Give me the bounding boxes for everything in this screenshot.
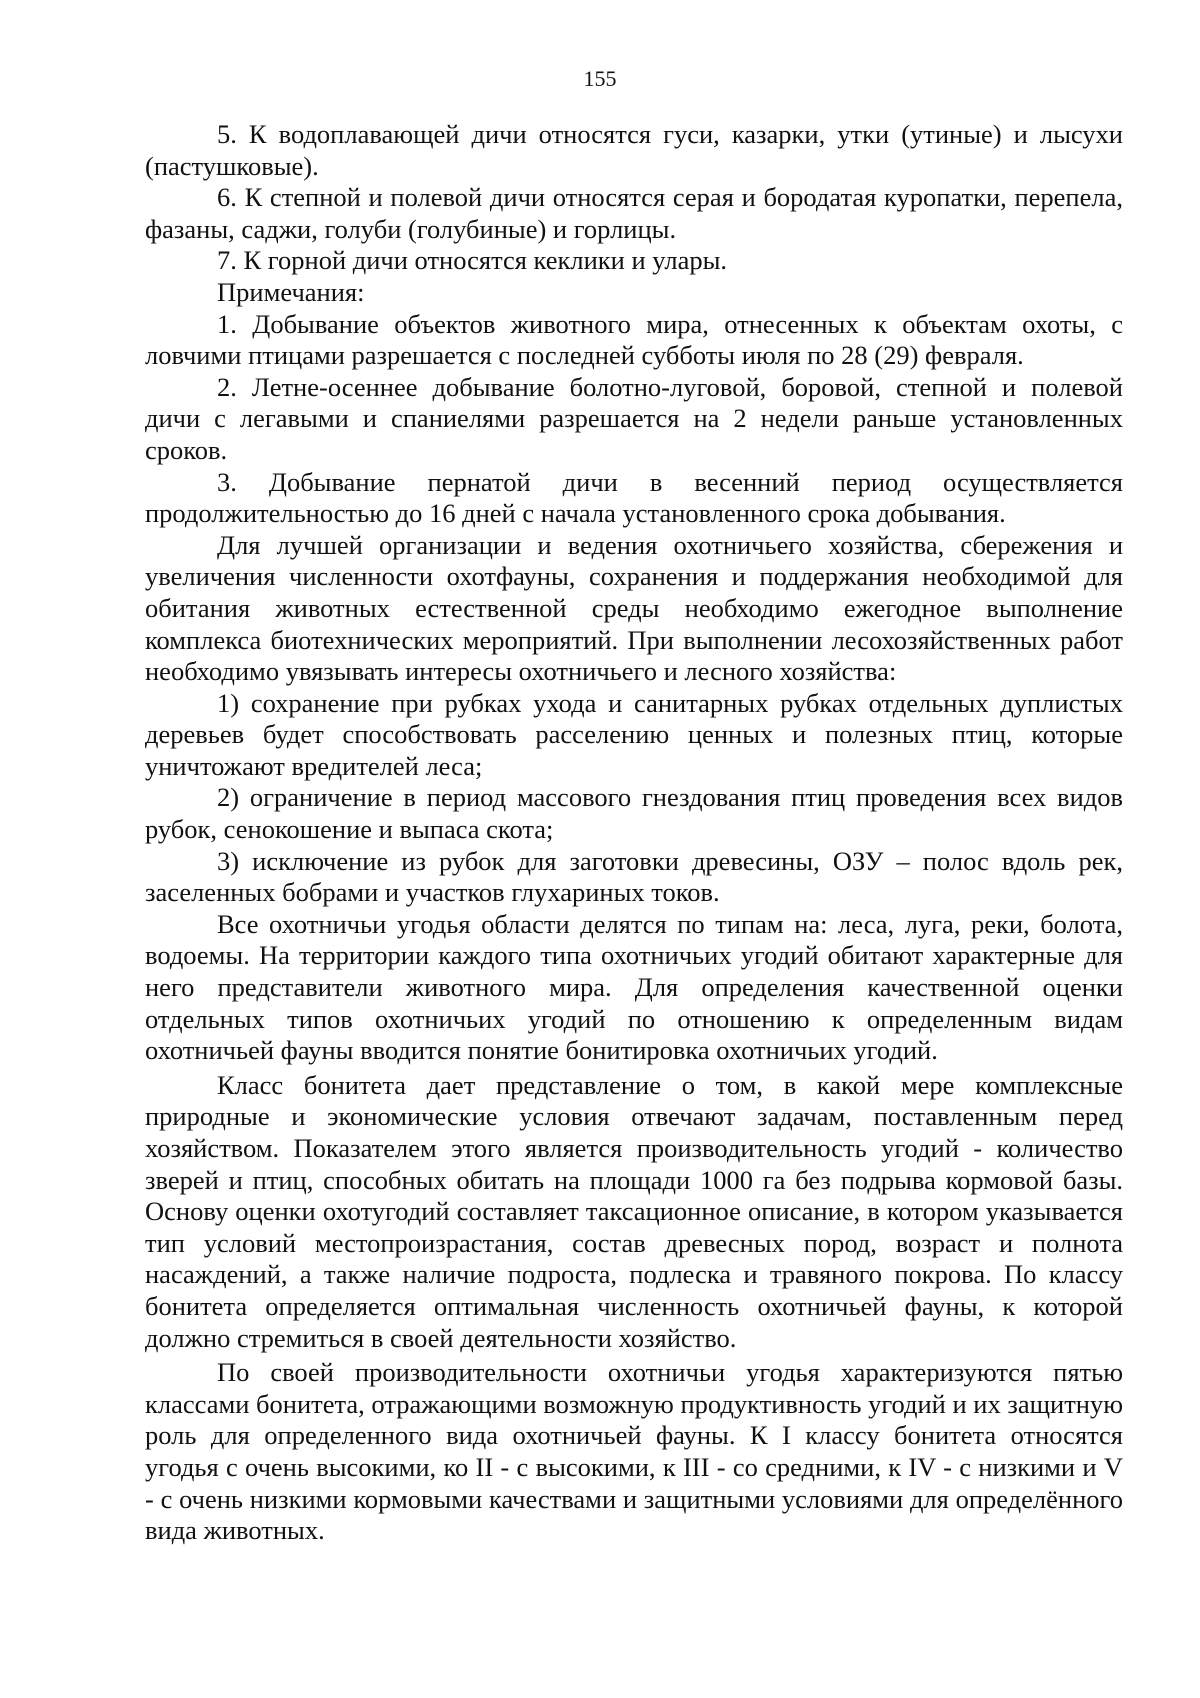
paragraph-steppe-field-game: 6. К степной и полевой дичи относятся серая и бородатая куропатки, перепела, фазаны, саджи, голуби (голубиные) и горлицы. — [145, 182, 1123, 244]
paragraph-bonitet-class: Класс бонитета дает представление о том, в какой мере комплексные природные и экономические условия отвечают задачам, поставленным перед хозяйством. Показателем этого является производительность угодий - количество зверей и птиц, способных обитать на площади 1000 га без подрыва кормовой базы. Основу оценки охотугодий составляет таксационное описание, в котором указывается тип условий местопроизрастания, состав древесных пород, возраст и полнота насаждений, а также наличие подроста, подлеска и травяного покрова. По классу бонитета определяется оптимальная численность охотничьей фауны, к которой должно стремиться в своей деятельности хозяйство. — [145, 1069, 1123, 1353]
page-number: 155 — [583, 66, 617, 91]
note-2: 2. Летне-осеннее добывание болотно-луговой, боровой, степной и полевой дичи с легавыми и спаниелями разрешается на 2 недели раньше установленных сроков. — [145, 371, 1123, 465]
paragraph-habitat-types: Все охотничьи угодья области делятся по типам на: леса, луга, реки, болота, водоемы. На территории каждого типа охотничьих угодий обитают характерные для него представители животного мира. Для определения качественной оценки отдельных типов охотничьих угодий по отношению к определенным видам охотничьей фауны вводится понятие бонитировка охотничьих угодий. — [145, 908, 1123, 1066]
list-item-3: 3) исключение из рубок для заготовки древесины, ОЗУ – полос вдоль рек, заселенных бобрами и участков глухариных токов. — [145, 845, 1123, 908]
paragraph-mountain-game: 7. К горной дичи относятся кеклики и улары. — [217, 245, 728, 276]
list-item-1: 1) сохранение при рубках ухода и санитарных рубках отдельных дуплистых деревьев будет способствовать расселению ценных и полезных птиц, которые уничтожают вредителей леса; — [145, 687, 1123, 781]
list-item-2: 2) ограничение в период массового гнездования птиц проведения всех видов рубок, сенокошение и выпаса скота; — [145, 782, 1123, 845]
note-1: 1. Добывание объектов животного мира, отнесенных к объектам охоты, с ловчими птицами разрешается с последней субботы июля по 28 (29) февраля. — [145, 308, 1123, 371]
document-body — [145, 119, 1123, 1547]
note-3: 3. Добывание пернатой дичи в весенний период осуществляется продолжительностью до 16 дней с начала установленного срока добывания. — [145, 466, 1123, 529]
paragraph-bonitet-grades: По своей производительности охотничьи угодья характеризуются пятью классами бонитета, отражающими возможную продуктивность угодий и их защитную роль для определенного вида охотничьей фауны. К I классу бонитета относятся угодья с очень высокими, ко II - с высокими, к III - со средними, к IV - с низкими и V - с очень низкими кормовыми качествами и защитными условиями для определённого вида животных. — [145, 1357, 1123, 1546]
notes-heading: Примечания: — [217, 276, 365, 307]
paragraph-biotechnical-measures: Для лучшей организации и ведения охотничьего хозяйства, сбережения и увеличения численности охотфауны, сохранения и поддержания необходимой для обитания животных естественной среды необходимо ежегодное выполнение комплекса биотехнических мероприятий. При выполнении лесохозяйственных работ необходимо увязывать интересы охотничьего и лесного хозяйства: — [145, 529, 1123, 687]
paragraph-waterfowl: 5. К водоплавающей дичи относятся гуси, казарки, утки (утиные) и лысухи (пастушковые). — [145, 119, 1123, 181]
